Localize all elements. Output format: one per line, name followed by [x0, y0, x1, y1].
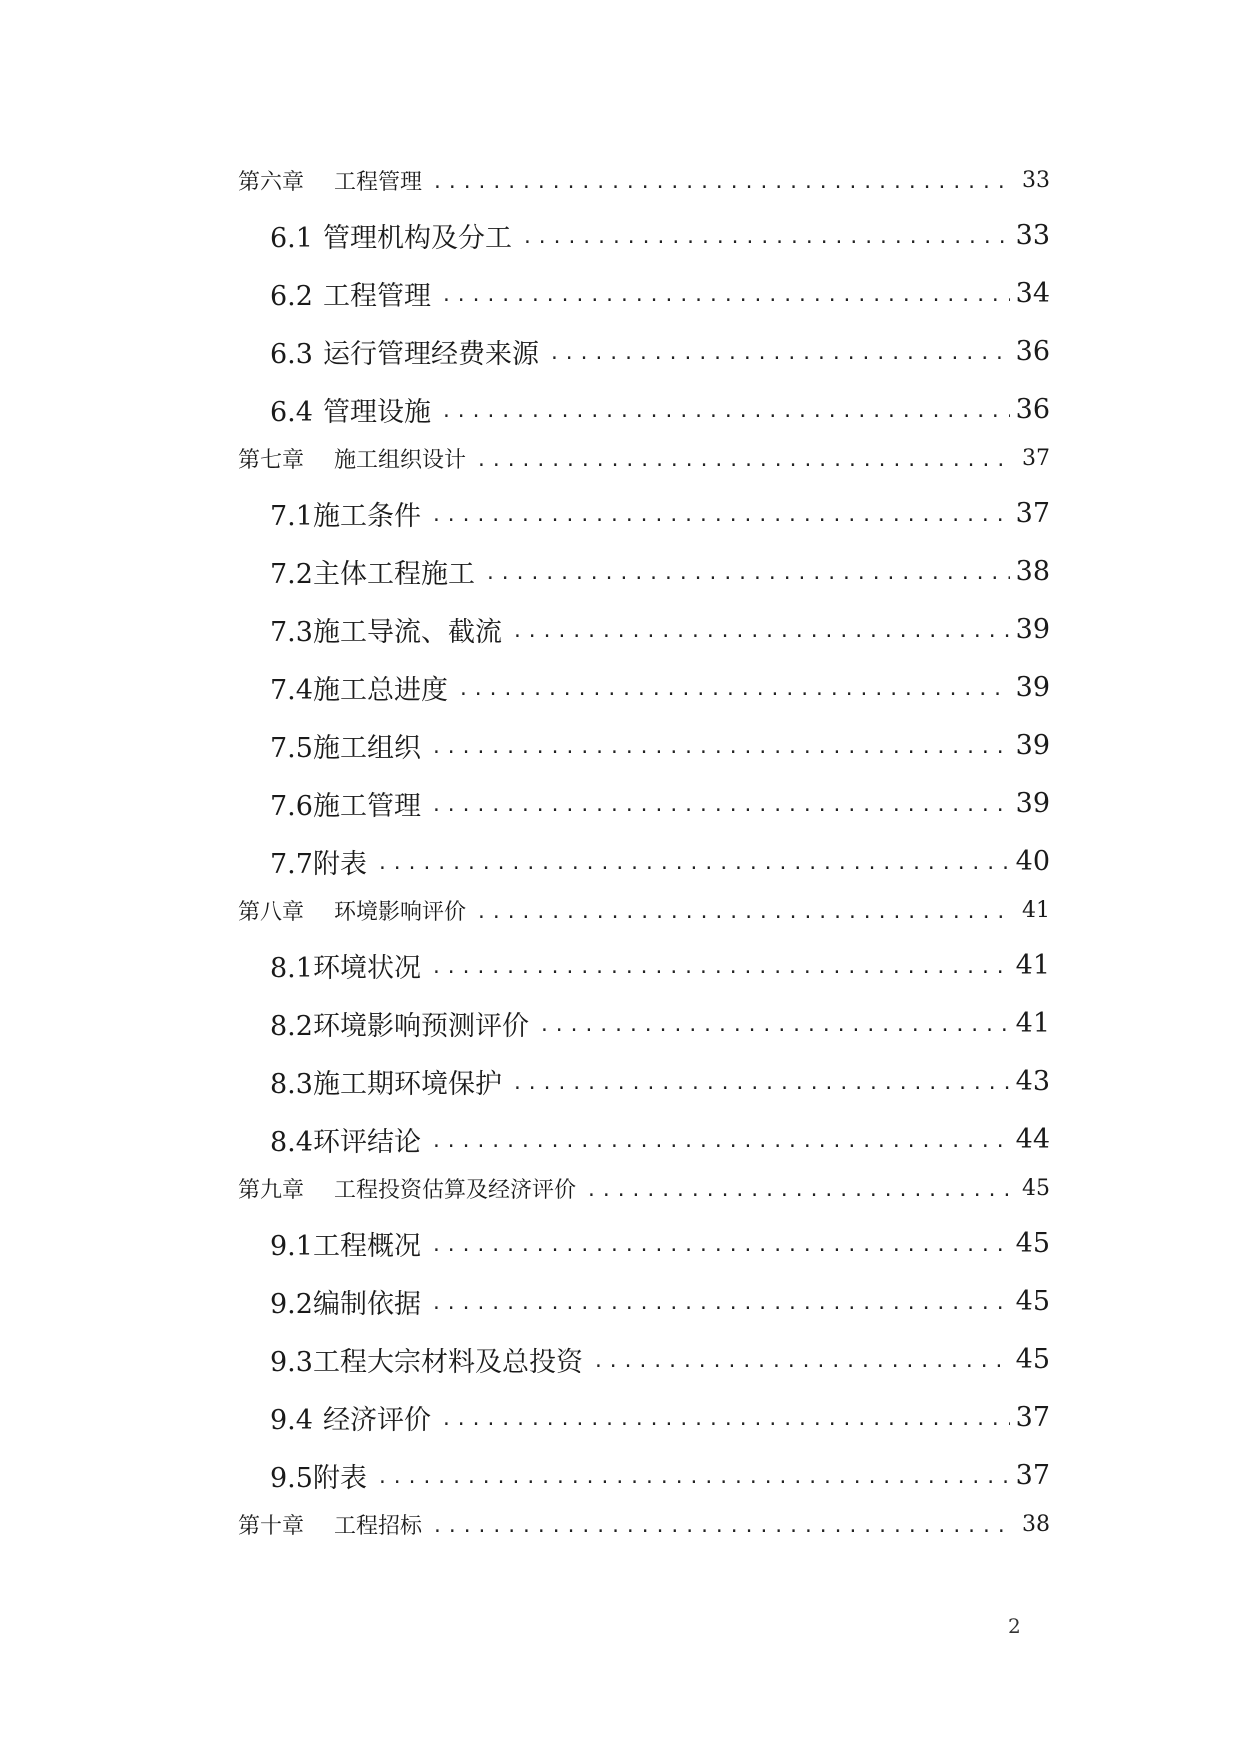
toc-entry-title: 经济评价: [322, 1404, 431, 1436]
toc-page-number: 36: [1015, 335, 1050, 367]
toc-page-number: 40: [1015, 845, 1050, 877]
toc-entry-label: [238, 443, 466, 474]
toc-section-9-2[interactable]: [238, 1272, 1050, 1330]
table-of-contents: [238, 160, 1050, 1544]
toc-entry-title: 施工管理: [312, 790, 421, 822]
toc-entry-label: [270, 610, 502, 649]
toc-entry-label: [270, 726, 421, 765]
toc-section-9-5[interactable]: [238, 1446, 1050, 1504]
toc-dot-leader: [431, 1235, 1010, 1256]
toc-entry-title: 施工总进度: [312, 674, 448, 706]
toc-entry-number: 9.3: [270, 1346, 313, 1378]
toc-entry-number: 9.2: [270, 1288, 313, 1320]
toc-page-number: 41: [1015, 1007, 1050, 1039]
toc-entry-label: [238, 895, 466, 926]
toc-entry-number: 第九章: [238, 1177, 305, 1203]
toc-dot-leader: [441, 285, 1010, 306]
toc-entry-number: 8.4: [270, 1126, 313, 1158]
toc-dot-leader: [593, 1351, 1010, 1372]
toc-dot-leader: [485, 563, 1010, 584]
toc-entry-title: 施工组织设计: [334, 447, 467, 473]
toc-page-number: 37: [1015, 1459, 1050, 1491]
toc-dot-leader: [431, 795, 1010, 816]
toc-entry-label: [270, 390, 431, 429]
toc-dot-leader: [431, 1293, 1010, 1314]
toc-entry-title: 环境状况: [312, 952, 421, 984]
toc-entry-number: 7.1: [270, 500, 313, 532]
toc-entry-number: 7.2: [270, 558, 313, 590]
toc-entry-label: [270, 1224, 421, 1263]
toc-entry-number: 8.3: [270, 1068, 313, 1100]
toc-page-number: 45: [1022, 1175, 1050, 1201]
toc-page-number: 43: [1015, 1065, 1050, 1097]
toc-dot-leader: [377, 853, 1010, 874]
toc-entry-number: 7.6: [270, 790, 313, 822]
toc-page-number: 37: [1022, 445, 1050, 471]
toc-section-7-5[interactable]: [238, 716, 1050, 774]
toc-dot-leader: [431, 1131, 1010, 1152]
toc-entry-label: [238, 1509, 422, 1540]
toc-entry-label: [270, 274, 431, 313]
toc-dot-leader: [549, 343, 1010, 364]
toc-chapter-8[interactable]: [238, 890, 1050, 930]
toc-entry-label: [270, 1004, 529, 1043]
toc-entry-title: 工程大宗材料及总投资: [312, 1346, 583, 1378]
toc-entry-label: [270, 784, 421, 823]
toc-entry-title: 附表: [312, 1462, 367, 1494]
toc-entry-title: 管理设施: [322, 396, 431, 428]
toc-entry-number: 第十章: [238, 1513, 305, 1539]
toc-entry-title: 环评结论: [312, 1126, 421, 1158]
toc-page-number: 38: [1015, 555, 1050, 587]
toc-chapter-6[interactable]: [238, 160, 1050, 200]
toc-section-6-3[interactable]: [238, 322, 1050, 380]
toc-entry-label: [270, 1120, 421, 1159]
toc-section-6-1[interactable]: [238, 206, 1050, 264]
toc-entry-label: [270, 946, 421, 985]
toc-entry-number: 第八章: [238, 899, 305, 925]
toc-entry-title: 施工导流、截流: [312, 616, 502, 648]
toc-dot-leader: [432, 172, 1014, 193]
toc-page-number: 39: [1015, 613, 1050, 645]
toc-dot-leader: [432, 1516, 1014, 1537]
toc-dot-leader: [441, 1409, 1010, 1430]
toc-entry-title: 工程概况: [312, 1230, 421, 1262]
toc-chapter-7[interactable]: [238, 438, 1050, 478]
toc-entry-label: [238, 165, 422, 196]
toc-entry-number: 9.1: [270, 1230, 313, 1262]
toc-section-7-3[interactable]: [238, 600, 1050, 658]
toc-section-8-3[interactable]: [238, 1052, 1050, 1110]
toc-entry-number: 7.5: [270, 732, 313, 764]
toc-entry-number: 6.4: [270, 396, 313, 428]
toc-entry-number: 第七章: [238, 447, 305, 473]
toc-entry-label: [270, 1062, 502, 1101]
toc-page-number: 33: [1015, 219, 1050, 251]
toc-dot-leader: [522, 227, 1010, 248]
toc-section-7-1[interactable]: [238, 484, 1050, 542]
toc-page-number: 45: [1015, 1285, 1050, 1317]
toc-page-number: 41: [1015, 949, 1050, 981]
toc-dot-leader: [431, 737, 1010, 758]
toc-section-8-4[interactable]: [238, 1110, 1050, 1168]
toc-section-9-4[interactable]: [238, 1388, 1050, 1446]
toc-page-number: 36: [1015, 393, 1050, 425]
toc-section-9-1[interactable]: [238, 1214, 1050, 1272]
toc-entry-number: 8.1: [270, 952, 313, 984]
toc-page-number: 39: [1015, 671, 1050, 703]
toc-entry-title: 环境影响预测评价: [312, 1010, 529, 1042]
toc-entry-number: 6.2: [270, 280, 313, 312]
toc-page-number: 37: [1015, 1401, 1050, 1433]
toc-entry-number: 6.3: [270, 338, 313, 370]
toc-chapter-10[interactable]: [238, 1504, 1050, 1544]
toc-entry-number: 6.1: [270, 222, 313, 254]
toc-page-number: 44: [1015, 1123, 1050, 1155]
toc-entry-title: 编制依据: [312, 1288, 421, 1320]
toc-entry-label: [270, 494, 421, 533]
toc-page-number: 45: [1015, 1343, 1050, 1375]
toc-entry-label: [270, 216, 512, 255]
toc-page-number: 41: [1022, 897, 1050, 923]
toc-entry-number: 7.7: [270, 848, 313, 880]
toc-entry-number: 9.5: [270, 1462, 313, 1494]
toc-page-number: 34: [1015, 277, 1050, 309]
toc-section-7-6[interactable]: [238, 774, 1050, 832]
toc-dot-leader: [476, 450, 1014, 471]
toc-entry-label: [270, 332, 539, 371]
toc-dot-leader: [512, 1073, 1010, 1094]
toc-section-8-1[interactable]: [238, 936, 1050, 994]
toc-entry-title: 工程招标: [334, 1513, 423, 1539]
toc-entry-number: 9.4: [270, 1404, 313, 1436]
toc-entry-title: 施工组织: [312, 732, 421, 764]
toc-dot-leader: [476, 902, 1014, 923]
toc-entry-label: [270, 1282, 421, 1321]
toc-entry-title: 环境影响评价: [334, 899, 467, 925]
toc-page-number: 39: [1015, 729, 1050, 761]
toc-entry-label: [270, 1340, 583, 1379]
toc-entry-title: 工程管理: [322, 280, 431, 312]
toc-chapter-9[interactable]: [238, 1168, 1050, 1208]
toc-entry-label: [270, 1398, 431, 1437]
toc-page-number: 39: [1015, 787, 1050, 819]
toc-entry-number: 7.4: [270, 674, 313, 706]
page-number: 2: [1008, 1614, 1021, 1638]
toc-entry-number: 7.3: [270, 616, 313, 648]
toc-section-7-4[interactable]: [238, 658, 1050, 716]
toc-entry-number: 第六章: [238, 169, 305, 195]
toc-dot-leader: [431, 505, 1010, 526]
toc-entry-label: [270, 552, 475, 591]
toc-entry-label: [270, 668, 448, 707]
toc-dot-leader: [431, 957, 1010, 978]
toc-entry-number: 8.2: [270, 1010, 313, 1042]
toc-dot-leader: [441, 401, 1010, 422]
toc-section-9-3[interactable]: [238, 1330, 1050, 1388]
toc-entry-title: 工程管理: [334, 169, 423, 195]
toc-section-7-2[interactable]: [238, 542, 1050, 600]
toc-entry-title: 附表: [312, 848, 367, 880]
toc-entry-label: [270, 1456, 367, 1495]
toc-page-number: 37: [1015, 497, 1050, 529]
toc-page-number: 45: [1015, 1227, 1050, 1259]
toc-page-number: 33: [1022, 167, 1050, 193]
toc-dot-leader: [586, 1180, 1014, 1201]
toc-entry-title: 工程投资估算及经济评价: [334, 1177, 577, 1203]
toc-dot-leader: [458, 679, 1010, 700]
toc-entry-label: [270, 842, 367, 881]
toc-entry-title: 施工条件: [312, 500, 421, 532]
toc-section-6-4[interactable]: [238, 380, 1050, 438]
toc-section-8-2[interactable]: [238, 994, 1050, 1052]
toc-section-7-7[interactable]: [238, 832, 1050, 890]
toc-page-number: 38: [1022, 1511, 1050, 1537]
toc-section-6-2[interactable]: [238, 264, 1050, 322]
toc-dot-leader: [512, 621, 1010, 642]
toc-dot-leader: [539, 1015, 1010, 1036]
toc-entry-title: 施工期环境保护: [312, 1068, 502, 1100]
toc-entry-title: 管理机构及分工: [322, 222, 512, 254]
toc-entry-label: [238, 1173, 576, 1204]
toc-dot-leader: [377, 1467, 1010, 1488]
toc-entry-title: 运行管理经费来源: [322, 338, 539, 370]
toc-entry-title: 主体工程施工: [312, 558, 475, 590]
